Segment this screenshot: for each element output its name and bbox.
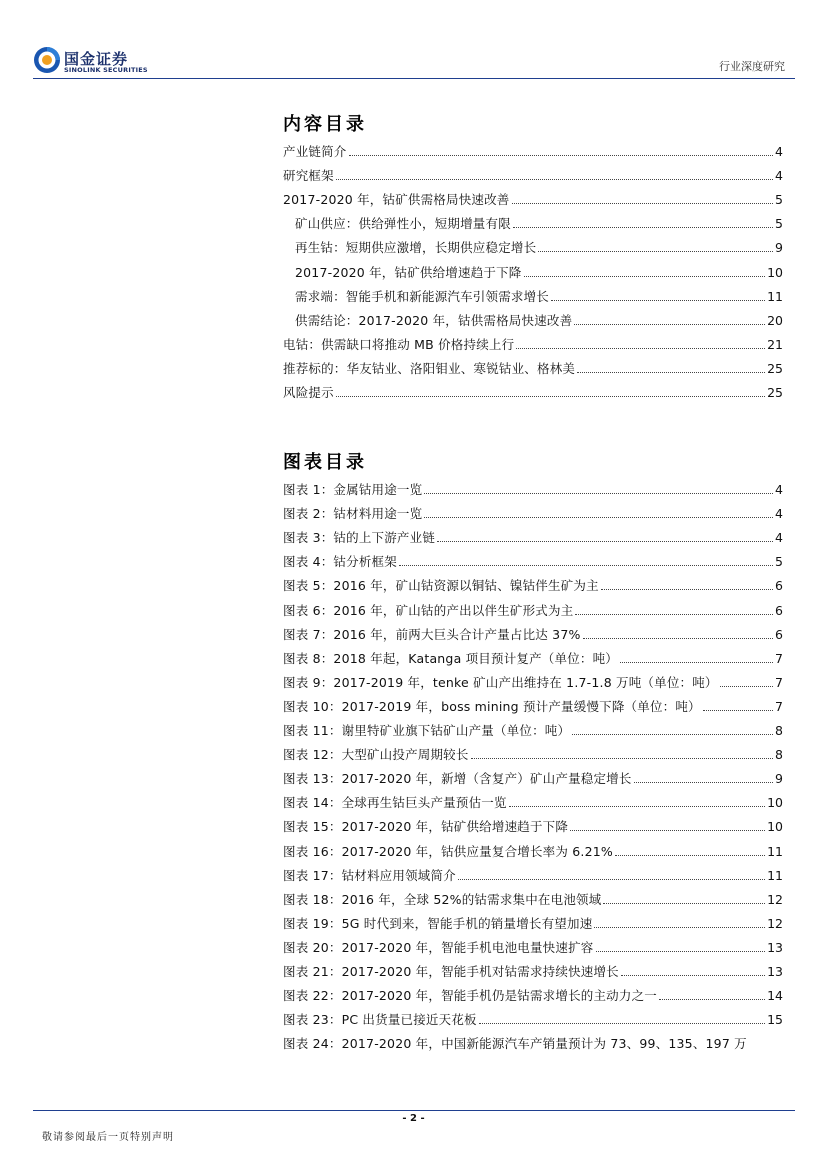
figure-entry-label: 图表 11：谢里特矿业旗下钴矿山产量（单位：吨） — [283, 723, 571, 738]
figure-entry[interactable] — [283, 504, 783, 522]
contents-entry-page: 9 — [775, 240, 783, 256]
dot-leader — [703, 710, 773, 711]
figure-entry-page: 4 — [775, 530, 783, 546]
logo-chinese-name: 国金证券 — [64, 50, 129, 68]
figure-entry[interactable] — [283, 890, 783, 908]
figure-entry[interactable] — [283, 1034, 783, 1052]
dot-leader — [601, 589, 773, 590]
header-divider — [33, 78, 795, 79]
contents-entry[interactable] — [283, 335, 783, 353]
logo-english-name: SINOLINK SECURITIES — [64, 66, 148, 74]
contents-entry-label: 研究框架 — [283, 168, 334, 184]
contents-entry[interactable] — [283, 383, 783, 401]
figure-entry-page: 6 — [775, 578, 783, 594]
dot-leader — [513, 227, 773, 228]
figure-entry-label: 图表 18：2016 年，全球 52%的钴需求集中在电池领域 — [283, 891, 602, 907]
contents-entry-page: 4 — [775, 144, 783, 159]
contents-entry-page: 25 — [767, 385, 783, 400]
figure-entry[interactable] — [283, 914, 783, 932]
dot-leader — [399, 565, 773, 566]
figure-entry-page: 12 — [767, 915, 783, 931]
contents-entry-label: 电钴：供需缺口将推动 MB 价格持续上行 — [283, 336, 515, 352]
figure-entry-page: 7 — [775, 674, 783, 690]
page-number: - 2 - — [402, 1113, 425, 1124]
dot-leader — [570, 830, 765, 831]
contents-entry[interactable] — [283, 238, 783, 256]
figure-entry-page: 10 — [767, 795, 783, 811]
contents-entry[interactable] — [283, 311, 783, 329]
figure-entry-label: 图表 13：2017-2020 年，新增（含复产）矿山产量稳定增长 — [283, 771, 632, 787]
dot-leader — [424, 517, 773, 518]
figure-entry-page: 8 — [775, 723, 783, 738]
company-logo — [33, 46, 163, 80]
dot-leader — [349, 155, 774, 156]
contents-entry-label: 2017-2020 年，钴矿供需格局快速改善 — [283, 192, 510, 208]
figure-entry-label: 图表 15：2017-2020 年，钴矿供给增速趋于下降 — [283, 819, 569, 835]
contents-entry-page: 10 — [767, 264, 783, 280]
figure-entry-page: 13 — [767, 964, 783, 979]
contents-entry-label: 需求端：智能手机和新能源汽车引领需求增长 — [295, 288, 550, 304]
figure-entry[interactable] — [283, 480, 783, 498]
report-category: 行业深度研究 — [719, 60, 785, 73]
figure-entry-label: 图表 1：金属钴用途一览 — [283, 482, 423, 497]
contents-entry-label: 2017-2020 年，钴矿供给增速趋于下降 — [295, 264, 522, 280]
figure-entry-page: 6 — [775, 626, 783, 642]
figure-entry-label: 图表 7：2016 年，前两大巨头合计产量占比达 37% — [283, 626, 581, 642]
figure-entry[interactable] — [283, 986, 783, 1004]
figure-entry[interactable] — [283, 528, 783, 546]
figure-entry[interactable] — [283, 962, 783, 980]
figure-entry[interactable] — [283, 793, 783, 811]
contents-entry[interactable] — [283, 359, 783, 377]
footer-divider — [33, 1110, 795, 1111]
figure-entry[interactable] — [283, 552, 783, 570]
dot-leader — [594, 927, 765, 928]
figure-entry-page: 10 — [767, 819, 783, 835]
dot-leader — [583, 638, 773, 639]
figure-entry[interactable] — [283, 842, 783, 860]
figure-entry-page: 8 — [775, 747, 783, 763]
figure-entry[interactable] — [283, 625, 783, 643]
dot-leader — [424, 493, 773, 494]
figure-entry[interactable] — [283, 673, 783, 691]
figure-entry-page: 6 — [775, 602, 783, 618]
contents-entry[interactable] — [283, 190, 783, 208]
dot-leader — [615, 855, 765, 856]
dot-leader — [524, 276, 766, 277]
contents-entry-page: 25 — [767, 360, 783, 376]
figure-entry-label: 图表 19：5G 时代到来，智能手机的销量增长有望加速 — [283, 915, 593, 931]
figure-entry-label: 图表 16：2017-2020 年，钴供应量复合增长率为 6.21% — [283, 843, 613, 859]
contents-entry-label: 推荐标的：华友钴业、洛阳钼业、寒锐钴业、格林美 — [283, 360, 576, 376]
figure-entry-page: 15 — [767, 1012, 783, 1028]
contents-entry-label: 供需结论：2017-2020 年，钴供需格局快速改善 — [295, 312, 573, 328]
dot-leader — [572, 734, 773, 735]
figure-entry[interactable] — [283, 866, 783, 884]
figure-entry-label: 图表 17：钴材料应用领域简介 — [283, 867, 456, 883]
figure-entry-label: 图表 5：2016 年，矿山钴资源以铜钴、镍钴伴生矿为主 — [283, 578, 599, 594]
contents-entry[interactable] — [283, 142, 783, 160]
dot-leader — [596, 951, 766, 952]
figure-entry-label: 图表 6：2016 年，矿山钴的产出以伴生矿形式为主 — [283, 602, 574, 618]
dot-leader — [634, 782, 773, 783]
figure-entry-label: 图表 10：2017-2019 年，boss mining 预计产量缓慢下降（单位：吨） — [283, 698, 701, 714]
figure-entry-page: 11 — [767, 843, 783, 859]
contents-entry-label: 风险提示 — [283, 385, 334, 400]
figure-entry-label: 图表 21：2017-2020 年，智能手机对钴需求持续快速增长 — [283, 964, 619, 979]
contents-entry-page: 5 — [775, 216, 783, 232]
figure-entry[interactable] — [283, 721, 783, 739]
contents-entry[interactable] — [283, 166, 783, 184]
figure-entry-page: 5 — [775, 554, 783, 570]
figure-entry-label: 图表 22：2017-2020 年，智能手机仍是钴需求增长的主动力之一 — [283, 988, 657, 1004]
figure-entry-label: 图表 2：钴材料用途一览 — [283, 506, 423, 522]
figure-entry[interactable] — [283, 697, 783, 715]
figure-entry-label: 图表 20：2017-2020 年，智能手机电池电量快速扩容 — [283, 939, 594, 955]
dot-leader — [479, 1023, 765, 1024]
contents-entry-page: 11 — [767, 288, 783, 304]
dot-leader — [620, 662, 773, 663]
contents-entry-label: 矿山供应：供给弹性小，短期增量有限 — [295, 216, 511, 232]
figure-entry-page: 4 — [775, 506, 783, 522]
contents-title: 内容目录 — [283, 114, 367, 135]
figure-entry[interactable] — [283, 817, 783, 835]
sinolink-logo-icon — [33, 46, 61, 74]
figure-entry[interactable] — [283, 601, 783, 619]
dot-leader — [659, 999, 765, 1000]
dot-leader — [574, 324, 765, 325]
figure-entry-label: 图表 8：2018 年起，Katanga 项目预计复产（单位：吨） — [283, 650, 619, 666]
figure-entry[interactable] — [283, 576, 783, 594]
dot-leader — [575, 614, 773, 615]
figure-entry[interactable] — [283, 649, 783, 667]
dot-leader — [538, 251, 773, 252]
figure-entry-page: 13 — [767, 939, 783, 955]
contents-entry-page: 21 — [767, 336, 783, 352]
dot-leader — [577, 372, 765, 373]
figure-entry-label: 图表 12：大型矿山投产周期较长 — [283, 747, 469, 763]
dot-leader — [437, 541, 773, 542]
dot-leader — [336, 179, 773, 180]
dot-leader — [509, 806, 765, 807]
dot-leader — [720, 686, 773, 687]
dot-leader — [512, 203, 774, 204]
figure-entry-label: 图表 3：钴的上下游产业链 — [283, 530, 436, 546]
disclaimer-note: 敬请参阅最后一页特别声明 — [42, 1132, 174, 1143]
figure-entry[interactable] — [283, 1010, 783, 1028]
contents-entry-label: 产业链简介 — [283, 144, 347, 159]
contents-entry[interactable] — [283, 287, 783, 305]
contents-entry-page: 20 — [767, 312, 783, 328]
dot-leader — [458, 879, 765, 880]
figure-entry-page: 14 — [767, 988, 783, 1004]
figure-entry[interactable] — [283, 938, 783, 956]
contents-entry[interactable] — [283, 214, 783, 232]
figure-entry-page: 4 — [775, 482, 783, 497]
dot-leader — [603, 903, 765, 904]
contents-entry[interactable] — [283, 263, 783, 281]
figure-entry-page: 11 — [767, 867, 783, 883]
dot-leader — [621, 975, 765, 976]
contents-entry-label: 再生钴：短期供应激增，长期供应稳定增长 — [295, 240, 537, 256]
contents-entry-page: 4 — [775, 168, 783, 184]
figure-entry-page: 12 — [767, 891, 783, 907]
dot-leader — [336, 396, 765, 397]
figure-entry-page: 9 — [775, 771, 783, 787]
dot-leader — [551, 300, 765, 301]
page-header — [0, 0, 827, 82]
dot-leader — [516, 348, 765, 349]
dot-leader — [471, 758, 773, 759]
figure-entry-page: 7 — [775, 650, 783, 666]
figures-title: 图表目录 — [283, 452, 367, 473]
figure-entry-label: 图表 14：全球再生钴巨头产量预估一览 — [283, 795, 507, 811]
contents-entry-page: 5 — [775, 192, 783, 208]
figure-entry[interactable] — [283, 769, 783, 787]
figure-entry-page: 7 — [775, 698, 783, 714]
figure-entry-label: 图表 4：钴分析框架 — [283, 554, 397, 570]
figure-entry[interactable] — [283, 745, 783, 763]
figure-entry-label: 图表 24：2017-2020 年，中国新能源汽车产销量预计为 73、99、135、197 万 — [283, 1036, 747, 1052]
figure-entry-label: 图表 9：2017-2019 年，tenke 矿山产出维持在 1.7-1.8 万吨（单位：吨） — [283, 674, 718, 690]
figure-entry-label: 图表 23：PC 出货量已接近天花板 — [283, 1012, 477, 1028]
